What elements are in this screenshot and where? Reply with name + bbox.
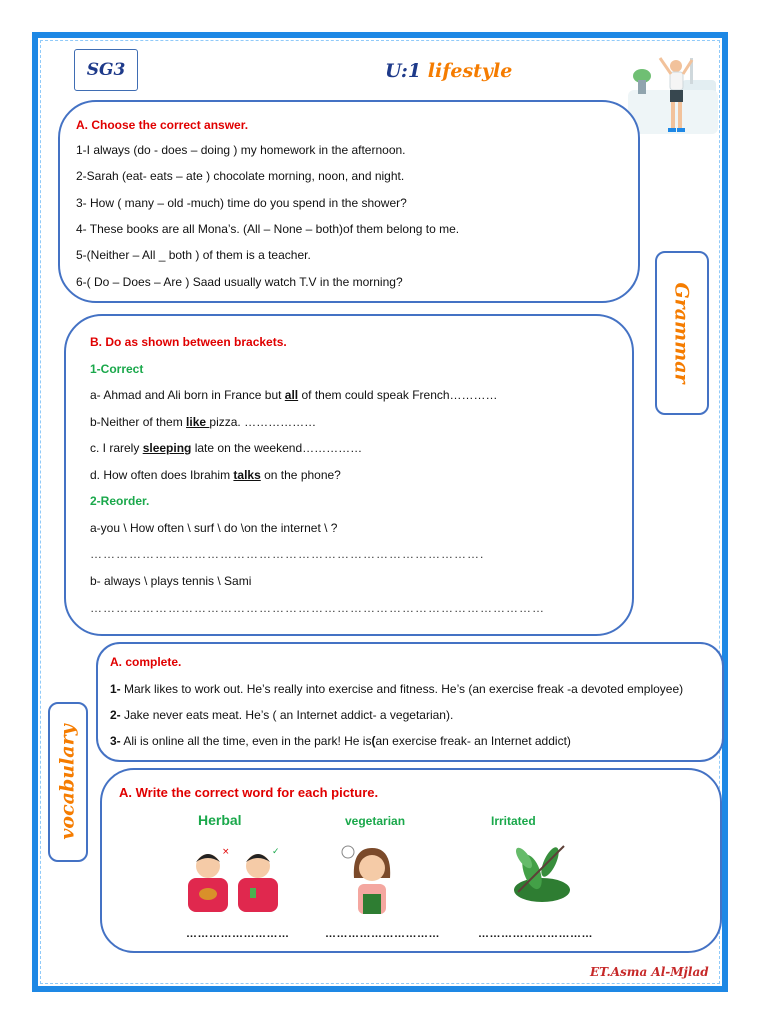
vocabulary-label-text: vocabulary [57, 724, 79, 840]
choose-item-2: 2-Sarah (eat- eats – ate ) chocolate morning, noon, and night. [76, 169, 405, 183]
choose-item-4: 4- These books are all Mona’s. (All – None – both)of them belong to me. [76, 222, 460, 236]
exercise-illustration [628, 50, 720, 138]
level-code-box [74, 49, 138, 91]
herbs-picture [504, 832, 576, 912]
correct-item-a-after: of them could speak French………… [298, 388, 498, 402]
reorder-answer-line-a[interactable]: ………………………………………………………………………………. [90, 547, 485, 561]
complete-item-1-num: 1- [110, 682, 121, 696]
correct-item-d [90, 468, 341, 482]
answer-blank-3[interactable]: ………………………… [478, 928, 593, 940]
teacher-signature: ET.Asma Al-Mjlad [590, 965, 709, 979]
unit-topic: lifestyle [427, 60, 513, 82]
word-irritated: Irritated [491, 814, 536, 828]
correct-item-d-before: d. How often does Ibrahim [90, 468, 234, 482]
reorder-answer-line-b[interactable]: …………………………………………………………………………………………… [90, 601, 545, 615]
unit-title [385, 60, 512, 82]
complete-item-2-text: Jake never eats meat. He’s ( an Internet addict- a vegetarian). [120, 708, 454, 722]
word-vegetarian: vegetarian [345, 814, 406, 828]
picture-heading: A. Write the correct word for each picture. [119, 785, 379, 800]
complete-item-1 [110, 682, 683, 696]
irritated-girl-picture [338, 838, 402, 918]
svg-text:×: × [222, 847, 230, 857]
correct-item-c-key: sleeping [142, 441, 192, 455]
choose-item-1: 1-I always (do - does – doing ) my homework in the afternoon. [76, 143, 406, 157]
answer-blank-1[interactable]: ……………………… [186, 928, 290, 940]
reorder-item-a: a-you \ How often \ surf \ do \on the internet \ ? [90, 521, 338, 535]
complete-item-1-text: Mark likes to work out. He’s really into exercise and fitness. He’s (an exercise freak -a devoted employee) [120, 682, 684, 696]
correct-item-d-after: on the phone? [260, 468, 341, 482]
correct-item-a-key: all [284, 388, 299, 402]
correct-item-c-before: c. I rarely [90, 441, 143, 455]
correct-item-a-before: a- Ahmad and Ali born in France but [90, 388, 285, 402]
complete-item-3-text: Ali is online all the time, even in the park! He is [120, 734, 372, 748]
complete-item-3-rest: an exercise freak- an Internet addict) [375, 734, 571, 748]
correct-item-d-key: talks [233, 468, 261, 482]
reorder-item-b: b- always \ plays tennis \ Sami [90, 574, 252, 588]
correct-item-b-after: pizza. ……………… [209, 415, 317, 429]
choose-item-6: 6-( Do – Does – Are ) Saad usually watch T.V in the morning? [76, 275, 403, 289]
grammar-label-text: Grammar [671, 282, 694, 384]
vegetarian-boys-picture [186, 842, 286, 914]
correct-item-c-after: late on the weekend…………… [191, 441, 363, 455]
choose-answer-heading: A. Choose the correct answer. [76, 118, 249, 132]
complete-item-2-num: 2- [110, 708, 121, 722]
choose-item-3: 3- How ( many – old -much) time do you spend in the shower? [76, 196, 407, 210]
complete-item-3-num: 3- [110, 734, 121, 748]
answer-blank-2[interactable]: ………………………… [325, 928, 440, 940]
svg-text:✓: ✓ [272, 847, 280, 857]
correct-heading: 1-Correct [90, 362, 144, 376]
unit-number: U:1 [385, 60, 422, 82]
correct-item-b-key: like [186, 415, 210, 429]
correct-item-b [90, 415, 316, 429]
word-herbal: Herbal [198, 812, 242, 828]
correct-item-b-before: b-Neither of them [90, 415, 187, 429]
do-as-shown-heading: B. Do as shown between brackets. [90, 335, 287, 349]
correct-item-c [90, 441, 362, 455]
vocabulary-side-label [48, 702, 88, 862]
complete-heading: A. complete. [110, 655, 182, 669]
reorder-heading: 2-Reorder. [90, 494, 150, 508]
complete-item-3-paren: ( [371, 734, 376, 748]
choose-item-5: 5-(Neither – All _ both ) of them is a teacher. [76, 248, 311, 262]
correct-item-a [90, 388, 498, 402]
grammar-side-label [655, 251, 709, 415]
complete-item-2 [110, 708, 453, 722]
complete-item-3 [110, 734, 571, 748]
level-code: SG3 [86, 60, 126, 80]
